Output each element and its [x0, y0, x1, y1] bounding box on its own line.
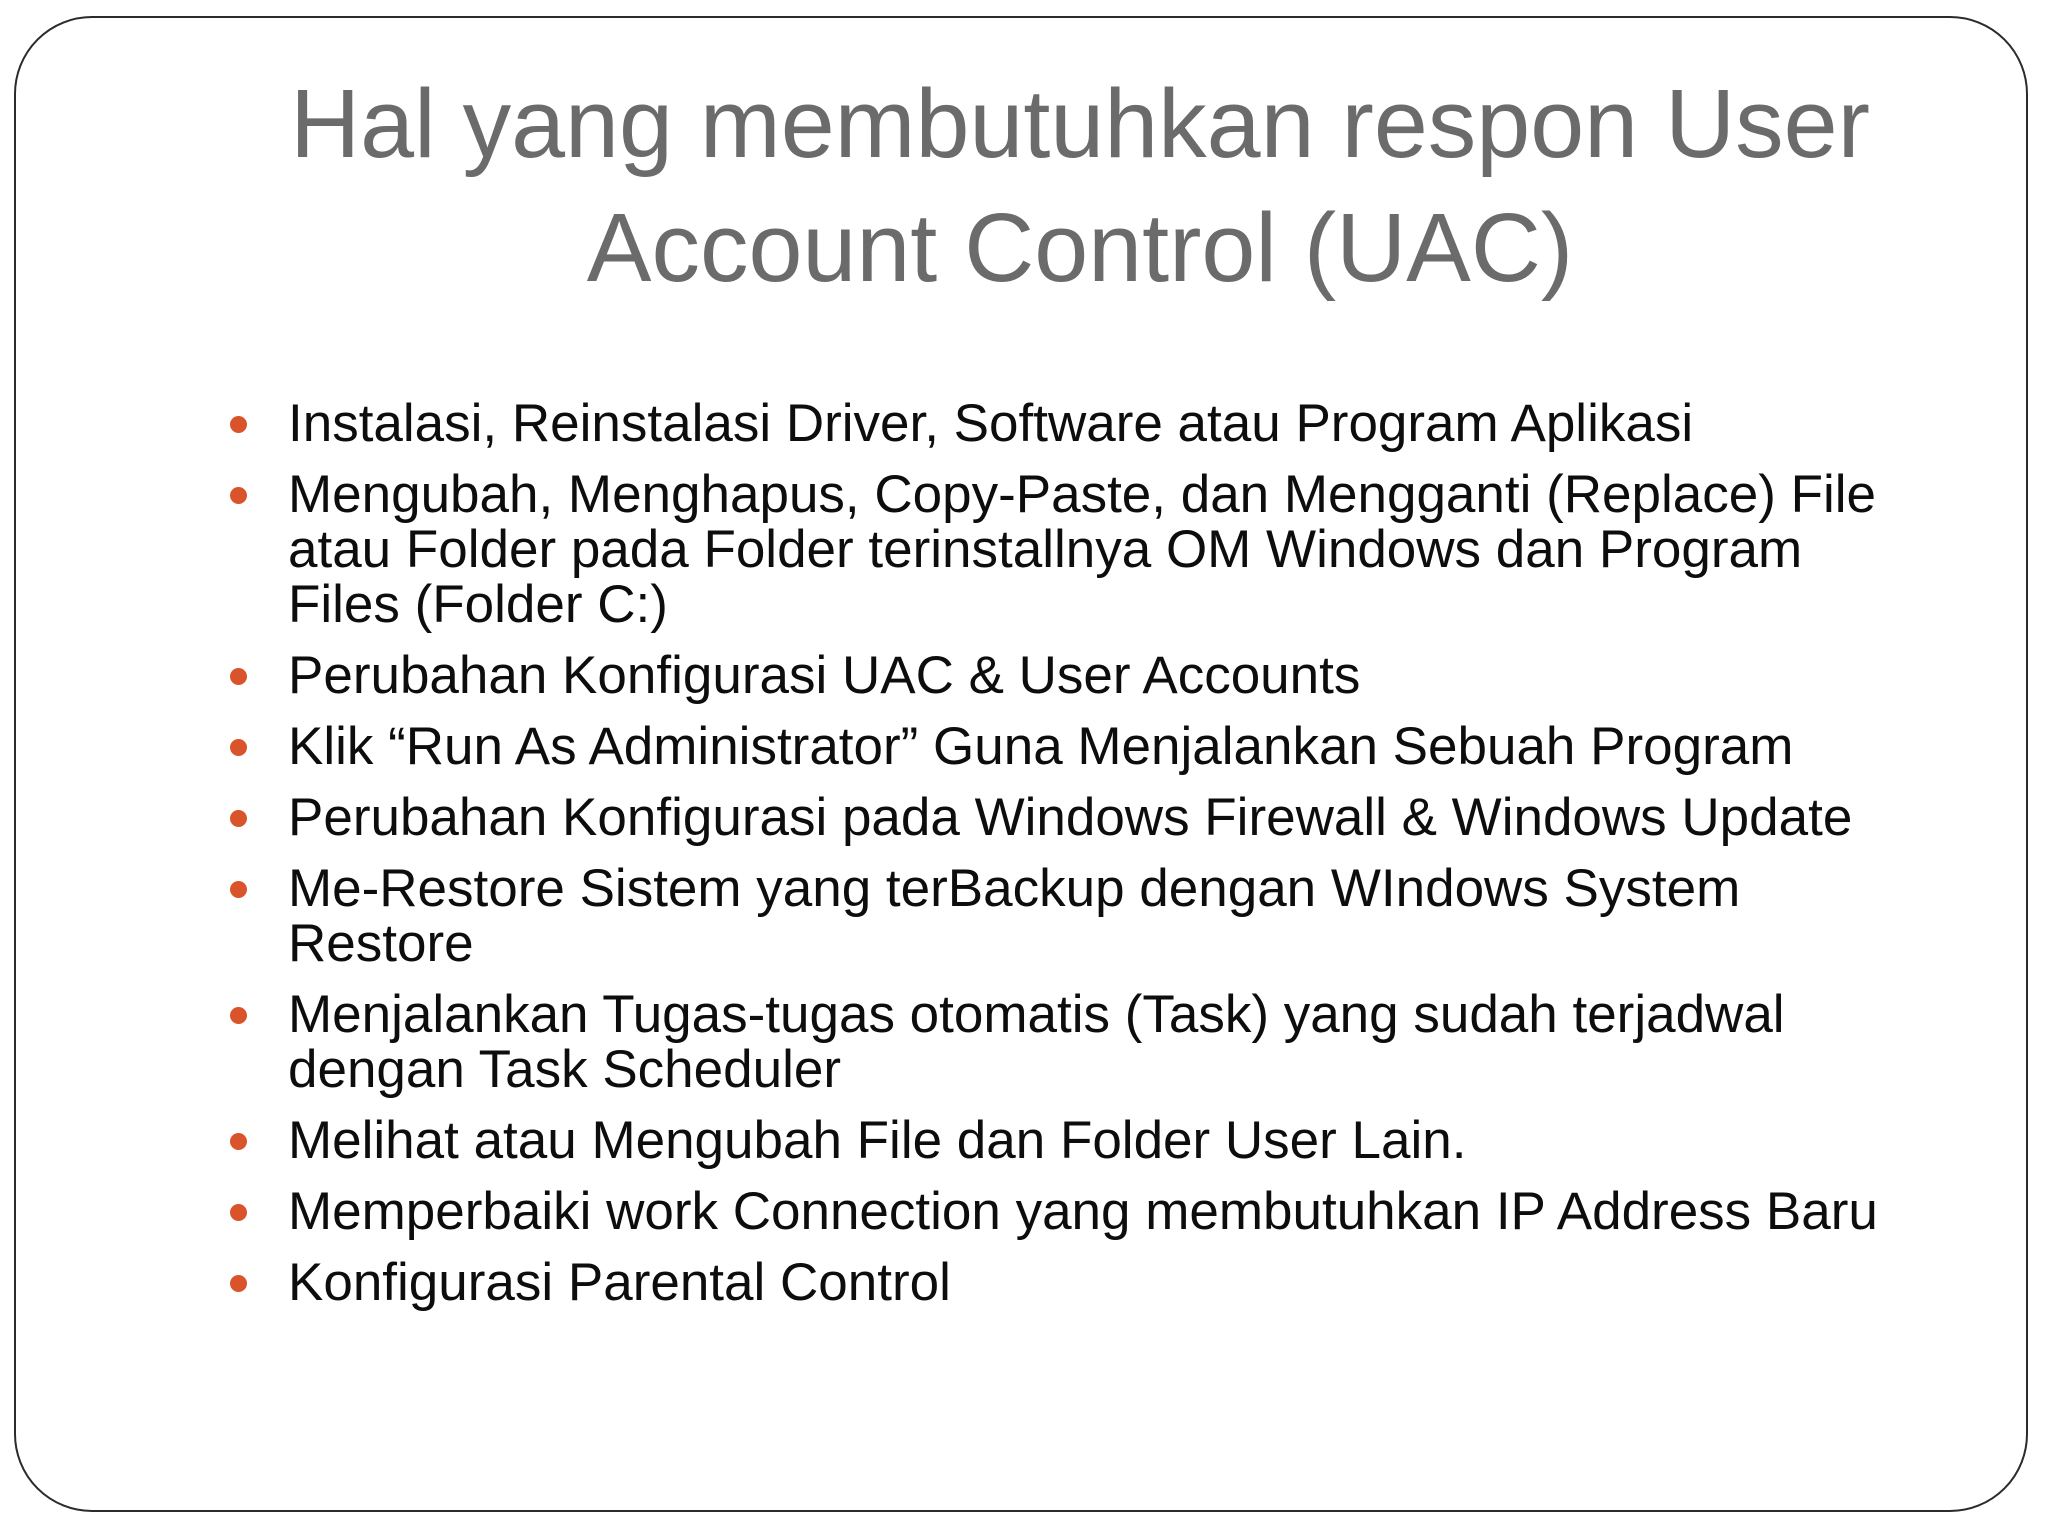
list-item [226, 719, 1926, 774]
bullet-icon [230, 1204, 247, 1221]
list-item-text: Menjalankan Tugas-tugas otomatis (Task) yang sudah terjadwal dengan Task Scheduler [288, 985, 1785, 1099]
list-item [226, 467, 1926, 632]
bullet-icon [230, 810, 247, 827]
list-item [226, 648, 1926, 703]
bullet-icon [230, 1007, 247, 1024]
title-line-2: Account Control (UAC) [586, 193, 1574, 302]
list-item-text: Instalasi, Reinstalasi Driver, Software atau Program Aplikasi [288, 394, 1694, 453]
list-item [226, 987, 1926, 1097]
list-item-text: Perubahan Konfigurasi UAC & User Accounts [288, 646, 1361, 705]
list-item-text: Me-Restore Sistem yang terBackup dengan WIndows System Restore [288, 859, 1741, 973]
bullet-icon [230, 668, 247, 685]
list-item-text: Konfigurasi Parental Control [288, 1253, 951, 1312]
slide-title [180, 62, 1980, 310]
list-item [226, 790, 1926, 845]
bullet-list [226, 396, 1926, 1326]
list-item [226, 1184, 1926, 1239]
list-item [226, 1113, 1926, 1168]
list-item-text: Melihat atau Mengubah File dan Folder User Lain. [288, 1111, 1467, 1170]
list-item [226, 861, 1926, 971]
list-item-text: Memperbaiki work Connection yang membutuhkan IP Address Baru [288, 1182, 1878, 1241]
list-item-text: Klik “Run As Administrator” Guna Menjalankan Sebuah Program [288, 717, 1794, 776]
list-item [226, 1255, 1926, 1310]
bullet-icon [230, 1275, 247, 1292]
bullet-icon [230, 881, 247, 898]
bullet-icon [230, 1133, 247, 1150]
bullet-icon [230, 416, 247, 433]
title-line-1: Hal yang membutuhkan respon User [290, 69, 1870, 178]
bullet-icon [230, 739, 247, 756]
list-item-text: Mengubah, Menghapus, Copy-Paste, dan Mengganti (Replace) File atau Folder pada Folder terinstallnya OM Windows dan Program Files (Folder C:) [288, 465, 1876, 634]
list-item [226, 396, 1926, 451]
list-item-text: Perubahan Konfigurasi pada Windows Firewall & Windows Update [288, 788, 1853, 847]
bullet-icon [230, 487, 247, 504]
